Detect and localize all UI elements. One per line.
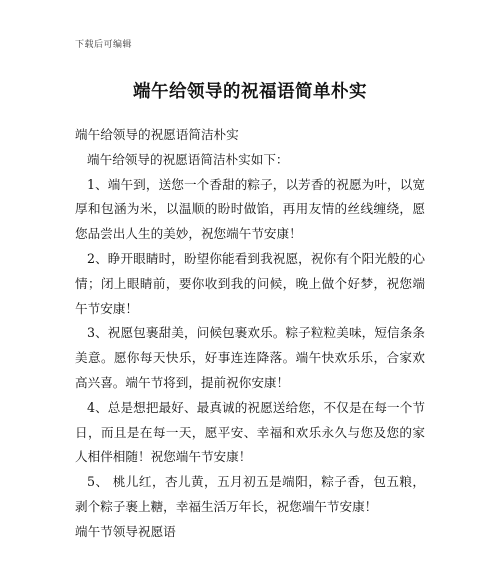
intro-line: 端午给领导的祝愿语简洁朴实如下：: [87, 151, 289, 167]
list-item: 4、总是想把最好、最真诚的祝愿送给您，不仅是在每一个节日，而且是在每一天，愿平安、幸福和欢乐永久与您及您的家人相伴相随！祝您端午节安康！: [75, 399, 425, 465]
list-item: 2、睁开眼睛时，盼望你能看到我祝愿，祝你有个阳光般的心情；闭上眼睛前，要你收到我的问候，晚上做个好梦，祝您端午节安康！: [75, 250, 425, 316]
page-title: 端午给领导的祝福语简单朴实: [133, 82, 367, 102]
header-note: 下载后可编辑: [75, 40, 133, 50]
document-body: [75, 123, 425, 545]
list-item: 3、祝愿包裹甜美，问候包裹欢乐。粽子粒粒美味，短信条条美意。愿你每天快乐，好事连连降落。端午快欢乐乐，合家欢高兴喜。端午节将到，提前祝你安康！: [75, 325, 425, 390]
subtitle: 端午给领导的祝愿语简洁朴实: [75, 127, 239, 142]
list-item: 1、端午到，送您一个香甜的粽子，以芳香的祝愿为叶，以宽厚和包涵为米，以温顺的盼时做馅，再用友情的丝线缠绕，愿您品尝出人生的美妙，祝您端午节安康！: [75, 176, 425, 242]
section-heading: 端午节领导祝愿语: [75, 523, 176, 539]
list-item: 5、 桃儿红，杏儿黄，五月初五是端阳，粽子香，包五粮，剥个粽子裹上糖，幸福生活万年长，祝您端午节安康！: [75, 474, 425, 514]
